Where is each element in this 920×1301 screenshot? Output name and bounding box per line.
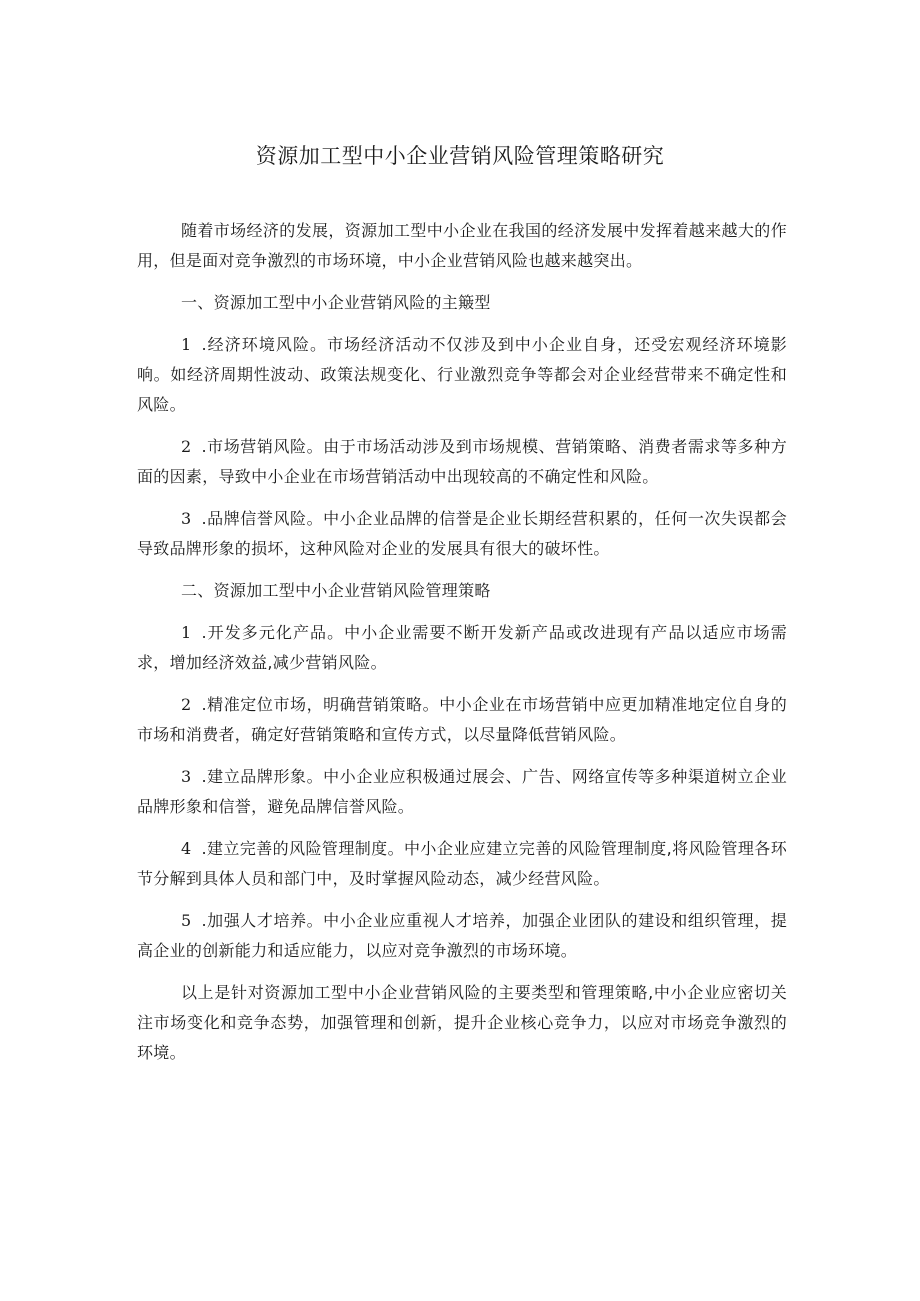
item-text: .市场营销风险。由于市场活动涉及到市场规模、营销策略、消费者需求等多种方面的因素，导致中小企业在市场营销活动中出现较高的不确定性和风险。	[137, 437, 787, 486]
section-2-item-3	[137, 762, 787, 822]
item-text: .经济环境风险。市场经济活动不仅涉及到中小企业自身，还受宏观经济环境影响。如经济周期性波动、政策法规变化、行业激烈竞争等都会对企业经营带来不确定性和风险。	[137, 335, 787, 414]
section-1-item-1	[137, 330, 787, 420]
section-2-heading: 二、资源加工型中小企业营销风险管理策略	[181, 581, 491, 600]
item-number: 1	[181, 335, 192, 354]
document-body	[137, 216, 787, 1080]
document-title: 资源加工型中小企业营销风险管理策略研究	[255, 144, 665, 168]
item-number: 3	[181, 767, 192, 786]
intro-paragraph: 随着市场经济的发展，资源加工型中小企业在我国的经济发展中发挥着越来越大的作用，但是面对竞争激烈的市场环境，中小企业营销风险也越来越突出。	[137, 221, 787, 270]
item-number: 2	[181, 695, 192, 714]
item-number: 5	[181, 911, 192, 930]
conclusion-paragraph: 以上是针对资源加工型中小企业营销风险的主要类型和管理策略,中小企业应密切关注市场变化和竞争态势，加强管理和创新，提升企业核心竞争力，以应对市场竞争激烈的环境。	[137, 983, 787, 1062]
item-text: .建立完善的风险管理制度。中小企业应建立完善的风险管理制度,将风险管理各环节分解到具体人员和部门中，及时掌握风险动态，减少经营风险。	[137, 839, 787, 888]
section-1-item-2	[137, 432, 787, 492]
section-2-item-2	[137, 690, 787, 750]
section-1-item-3	[137, 504, 787, 564]
section-2-item-4	[137, 834, 787, 894]
section-2-item-5	[137, 906, 787, 966]
section-2-item-1	[137, 618, 787, 678]
item-number: 2	[181, 437, 192, 456]
item-text: .精准定位市场，明确营销策略。中小企业在市场营销中应更加精准地定位自身的市场和消费者，确定好营销策略和宣传方式，以尽量降低营销风险。	[137, 695, 787, 744]
item-text: .加强人才培养。中小企业应重视人才培养，加强企业团队的建设和组织管理，提高企业的创新能力和适应能力，以应对竞争激烈的市场环境。	[137, 911, 787, 960]
item-text: .建立品牌形象。中小企业应积极通过展会、广告、网络宣传等多种渠道树立企业品牌形象和信誉，避免品牌信誉风险。	[137, 767, 787, 816]
item-number: 4	[181, 839, 192, 858]
item-number: 3	[181, 509, 192, 528]
item-text: .品牌信誉风险。中小企业品牌的信誉是企业长期经营积累的，任何一次失误都会导致品牌形象的损坏，这种风险对企业的发展具有很大的破坏性。	[137, 509, 787, 558]
item-number: 1	[181, 623, 192, 642]
section-1-heading: 一、资源加工型中小企业营销风险的主簸型	[181, 293, 491, 312]
item-text: .开发多元化产品。中小企业需要不断开发新产品或改进现有产品以适应市场需求，增加经济效益,减少营销风险。	[137, 623, 787, 672]
